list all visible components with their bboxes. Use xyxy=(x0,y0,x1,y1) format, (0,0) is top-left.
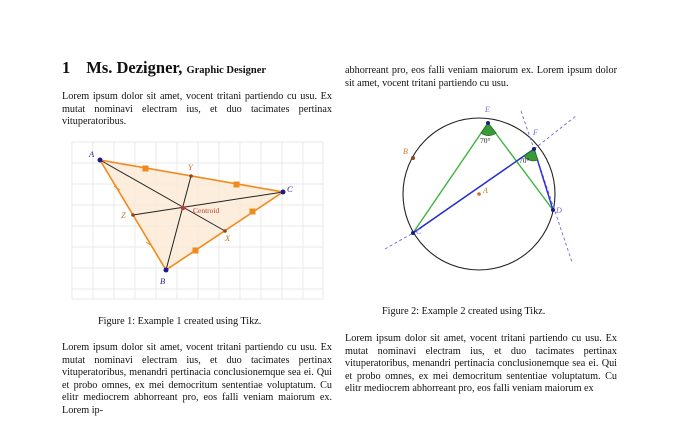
label-B2: B xyxy=(403,147,408,156)
label-Z: Z xyxy=(121,210,126,220)
figure-2-caption: Figure 2: Example 2 created using Tikz. xyxy=(382,306,546,317)
label-centroid: Centroid xyxy=(193,206,220,215)
section-number: 1 xyxy=(62,58,71,77)
label-B: B xyxy=(160,276,166,286)
label-Y: Y xyxy=(188,162,193,172)
angle-label-F: 70° xyxy=(519,156,530,165)
figure-1-caption: Figure 1: Example 1 created using Tikz. xyxy=(98,316,262,327)
left-paragraph-1: Lorem ipsum dolor sit amet, vocent tritani partiendo cu usu. Ex mutat nominavi electram ius, et duo tacimates pertinax vituperatoribus. xyxy=(62,91,332,128)
section-subtitle: Graphic Designer xyxy=(186,65,267,76)
label-D: D xyxy=(556,206,562,215)
angle-label-E: 70° xyxy=(480,136,491,145)
label-C2: C xyxy=(416,227,422,236)
label-A: A xyxy=(89,149,95,159)
section-title: Ms. Dezigner, xyxy=(86,58,183,77)
right-paragraph-bottom: Lorem ipsum dolor sit amet, vocent tritani partiendo cu usu. Ex mutat nominavi electram ius, et duo tacimates pertinax vituperatoribus, menandri pertinacia conclusionemque sea ei. Qui et probo omnes, ex mei democritum sententiae voluptatum. Cu elitr mediocrem abhorreant pro, eos falli veniam maiorum ex xyxy=(345,333,617,395)
label-C: C xyxy=(287,184,293,194)
left-paragraph-2: Lorem ipsum dolor sit amet, vocent tritani partiendo cu usu. Ex mutat nominavi electram ius, et duo tacimates pertinax vituperatoribus, menandri pertinacia conclusionemque sea ei. Qui et probo omnes, ex mei democritum sententiae voluptatum. Cu elitr mediocrem abhorreant pro, eos falli veniam maiorum ex. Lorem ip- xyxy=(62,342,332,416)
label-E: E xyxy=(485,105,490,114)
label-F: F xyxy=(533,128,538,137)
label-A2: A xyxy=(483,186,488,195)
label-X: X xyxy=(225,233,231,243)
right-paragraph-top: abhorreant pro, eos falli veniam maiorum ex. Lorem ipsum dolor sit amet, vocent tritani partiendo cu usu. xyxy=(345,65,617,89)
